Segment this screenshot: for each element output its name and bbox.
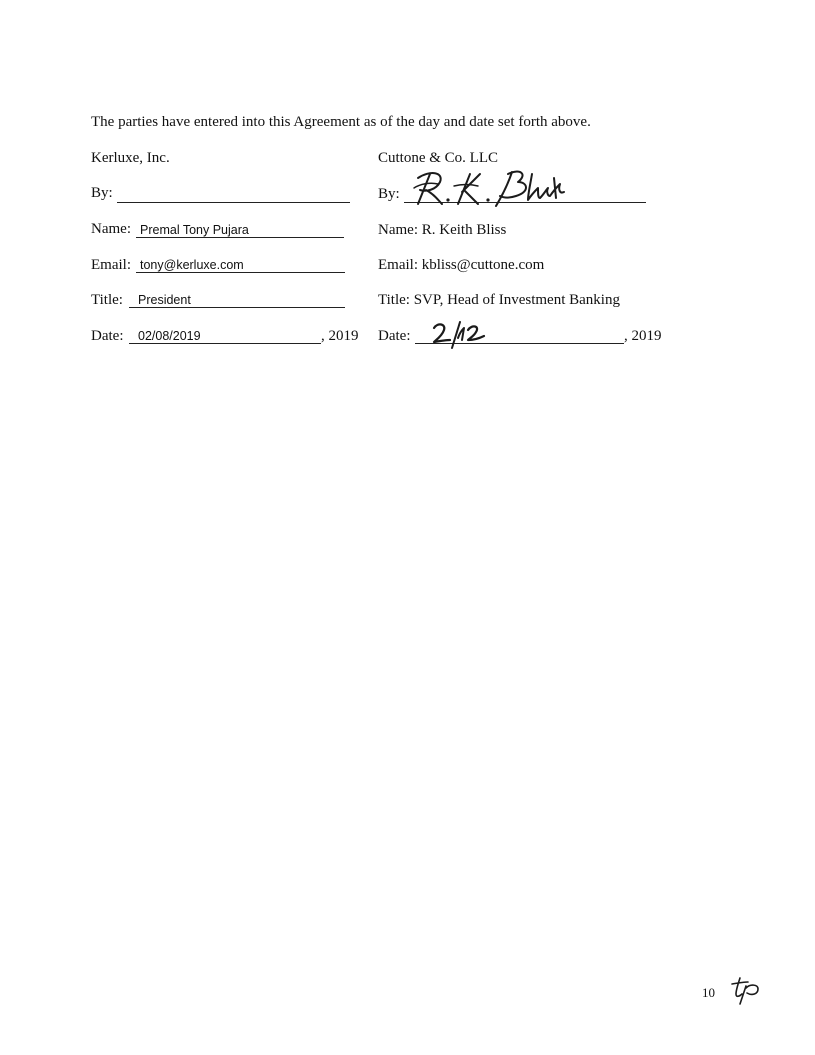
left-name-label: Name: xyxy=(91,221,131,237)
left-title-value[interactable]: President xyxy=(138,293,191,307)
intro-text: The parties have entered into this Agreement as of the day and date set forth above. xyxy=(91,114,591,130)
left-signature-line[interactable] xyxy=(117,202,350,203)
right-company-name: Cuttone & Co. LLC xyxy=(378,150,498,166)
right-title: Title: SVP, Head of Investment Banking xyxy=(378,292,620,308)
left-year-suffix: , 2019 xyxy=(321,328,359,344)
left-email-value[interactable]: tony@kerluxe.com xyxy=(140,258,244,272)
left-email-label: Email: xyxy=(91,257,131,273)
left-name-line xyxy=(136,237,344,238)
right-by-label: By: xyxy=(378,186,400,202)
right-handwritten-date xyxy=(430,318,490,350)
left-title-label: Title: xyxy=(91,292,123,308)
left-title-line xyxy=(129,307,345,308)
right-year-suffix: , 2019 xyxy=(624,328,662,344)
left-company-name: Kerluxe, Inc. xyxy=(91,150,170,166)
left-date-value[interactable]: 02/08/2019 xyxy=(138,329,201,343)
left-name-value[interactable]: Premal Tony Pujara xyxy=(140,223,249,237)
left-email-line xyxy=(136,272,345,273)
right-name: Name: R. Keith Bliss xyxy=(378,222,507,238)
right-handwritten-signature xyxy=(408,164,578,214)
left-date-line xyxy=(129,343,321,344)
left-by-label: By: xyxy=(91,185,113,201)
page-number: 10 xyxy=(702,985,715,1000)
handwritten-initials xyxy=(728,976,768,1006)
right-date-label: Date: xyxy=(378,328,411,344)
left-date-label: Date: xyxy=(91,328,124,344)
right-email: Email: kbliss@cuttone.com xyxy=(378,257,545,273)
